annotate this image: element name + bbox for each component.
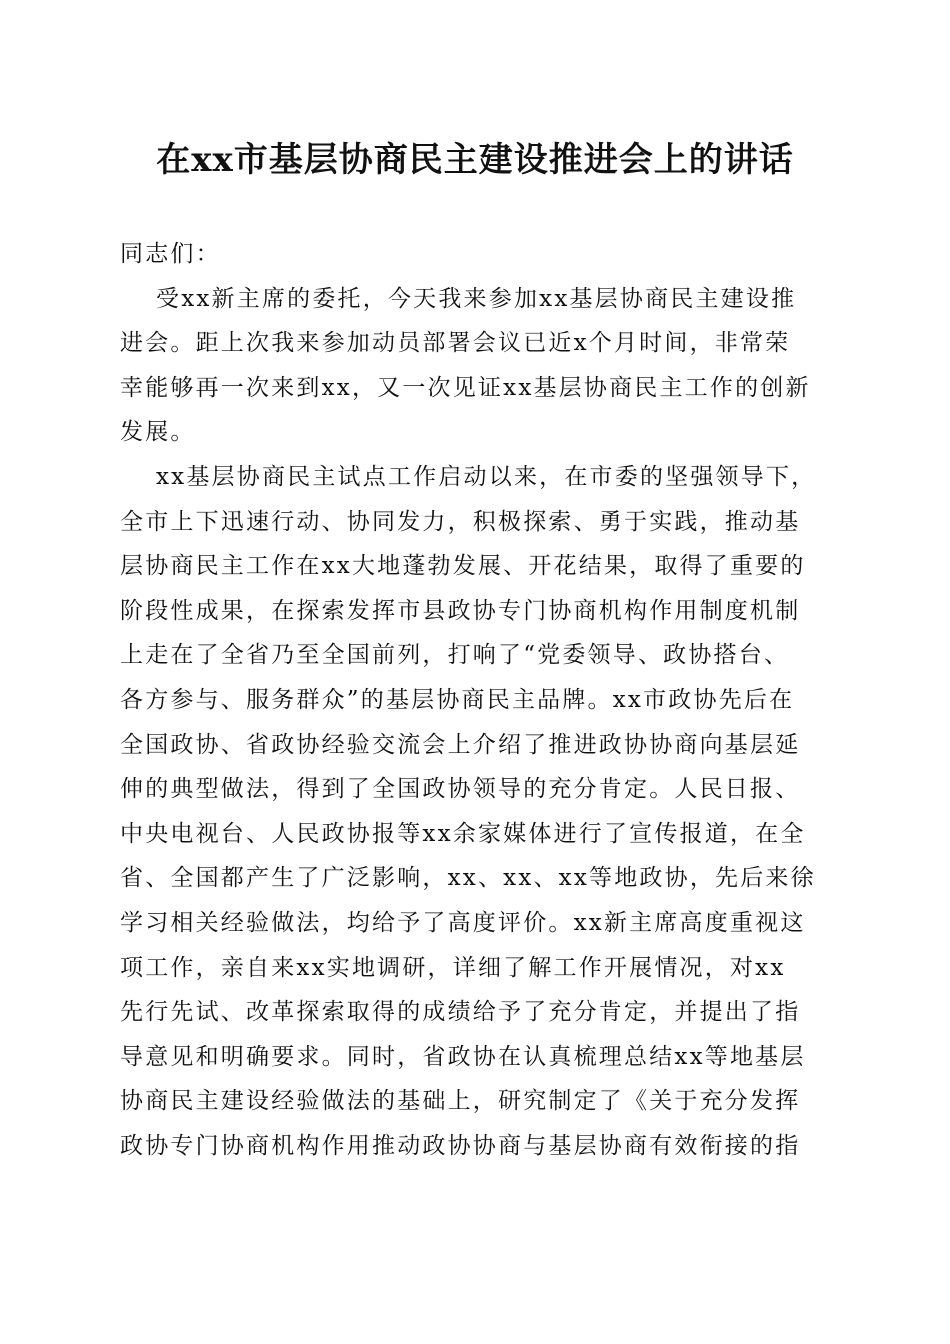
text-line: 中央电视台、人民政协报等xx余家媒体进行了宣传报道，在全 [120,820,806,847]
paragraph-1 [120,277,840,455]
text-line: 发展。 [120,419,196,446]
text-line: 受xx新主席的委托，今天我来参加xx基层协商民主建设推 [156,285,797,312]
text-line: 省、全国都产生了广泛影响，xx、xx、xx等地政协，先后来徐 [120,865,816,892]
text-line: 导意见和明确要求。同时，省政协在认真梳理总结xx等地基层 [120,1043,806,1070]
text-line: 阶段性成果，在探索发挥市县政协专门协商机构作用制度机制 [120,597,801,624]
text-line: 各方参与、服务群众”的基层协商民主品牌。xx市政协先后在 [120,686,795,713]
paragraph-2 [120,455,840,1169]
text-line: 幸能够再一次来到xx，又一次见证xx基层协商民主工作的创新 [120,374,811,401]
text-line: 全市上下迅速行动、协同发力，积极探索、勇于实践，推动基 [120,508,801,535]
text-line: 项工作，亲自来xx实地调研，详细了解工作开展情况，对xx [120,954,786,981]
text-line: 上走在了全省乃至全国前列，打响了“党委领导、政协搭台、 [120,642,790,669]
document-body [120,232,840,1168]
document-title: 在xx市基层协商民主建设推进会上的讲话 [156,140,794,180]
text-line: xx基层协商民主试点工作启动以来，在市委的坚强领导下， [156,463,817,490]
text-line: 进会。距上次我来参加动员部署会议已近x个月时间，非常荣 [120,330,791,357]
text-line: 伸的典型做法，得到了全国政协领导的充分肯定。人民日报、 [120,776,801,803]
text-line: 协商民主建设经验做法的基础上，研究制定了《关于充分发挥 [120,1088,801,1115]
text-line: 全国政协、省政协经验交流会上介绍了推进政协协商向基层延 [120,731,801,758]
text-line: 学习相关经验做法，均给予了高度评价。xx新主席高度重视这 [120,909,806,936]
salutation: 同志们： [120,241,221,267]
text-line: 层协商民主工作在xx大地蓬勃发展、开花结果，取得了重要的 [120,553,806,580]
text-line: 先行先试、改革探索取得的成绩给予了充分肯定，并提出了指 [120,999,801,1026]
text-line: 政协专门协商机构作用推动政协协商与基层协商有效衔接的指 [120,1132,801,1159]
